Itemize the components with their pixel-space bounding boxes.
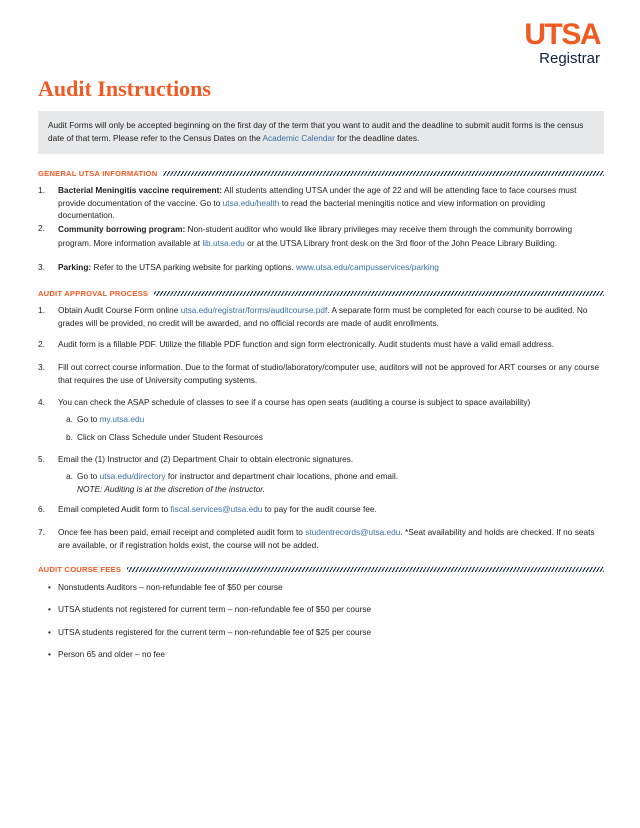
item-number: 1. bbox=[38, 185, 45, 195]
library-link[interactable]: lib.utsa.edu bbox=[202, 238, 245, 248]
fee-text: Person 65 and older – no fee bbox=[58, 649, 166, 659]
item-bold-label: Community borrowing program: bbox=[58, 224, 186, 234]
item-text-after: . *Seat availability and holds are checked. If no seats are available, or if registration holds exist, the course will not be added. bbox=[58, 527, 595, 550]
directory-link[interactable]: utsa.edu/directory bbox=[99, 471, 166, 481]
section-divider bbox=[154, 291, 604, 296]
item-text-before: Non-student auditor who would like library privileges may receive them through the community borrowing program. More information available at bbox=[58, 224, 573, 248]
fee-text: Nonstudents Auditors – non-refundable fee of $50 per course bbox=[58, 582, 283, 592]
intro-text-after: for the deadline dates. bbox=[334, 133, 420, 143]
item-text: Fill out correct course information. Due to the format of studio/laboratory/computer use, auditors will not be approved for ART courses or any course that requires the use of University computing systems. bbox=[58, 362, 600, 385]
student-records-email-link[interactable]: studentrecords@utsa.edu bbox=[305, 527, 401, 537]
section-heading-general bbox=[38, 167, 604, 179]
item-number: 7. bbox=[38, 527, 45, 537]
intro-text-before: Audit Forms will only be accepted beginning on the first day of the term that you want to audit and the deadline to submit audit forms is the census date of that term. Please refer to the Census Dates on the bbox=[48, 120, 584, 143]
logo-subtitle: Registrar bbox=[539, 50, 600, 67]
academic-calendar-link[interactable]: Academic Calendar bbox=[262, 133, 335, 143]
item-number: 5. bbox=[38, 454, 45, 464]
item-text bbox=[58, 503, 604, 516]
parking-link[interactable]: www.utsa.edu/campusservices/parking bbox=[295, 262, 439, 272]
utsa-registrar-logo bbox=[524, 20, 600, 67]
section-divider bbox=[163, 171, 604, 176]
audit-form-link[interactable]: utsa.edu/registrar/forms/auditcourse.pdf bbox=[180, 305, 328, 315]
instructor-discretion-note: NOTE: Auditing is at the discretion of the instructor. bbox=[77, 483, 265, 494]
bullet-icon: • bbox=[48, 582, 51, 592]
item-number: 3. bbox=[38, 362, 45, 372]
item-number: 6. bbox=[38, 504, 45, 514]
item-text bbox=[58, 304, 604, 329]
item-text bbox=[58, 184, 604, 222]
item-text-before: Refer to the UTSA parking website for parking options. bbox=[91, 262, 296, 272]
page-title: Audit Instructions bbox=[38, 76, 211, 101]
my-utsa-link[interactable]: my.utsa.edu bbox=[99, 414, 145, 424]
section-divider bbox=[127, 567, 604, 572]
section-heading-process bbox=[38, 287, 604, 299]
item-text-before: Email completed Audit form to bbox=[58, 504, 171, 514]
item-text: Email the (1) Instructor and (2) Department Chair to obtain electronic signatures. bbox=[58, 454, 354, 464]
fee-text: UTSA students not registered for current term – non-refundable fee of $50 per course bbox=[58, 604, 372, 614]
item-text-before: All students attending UTSA under the age of 22 and will be attending face to face courses must provide documentation of the vaccine. Go to bbox=[58, 185, 577, 208]
fiscal-services-email-link[interactable]: fiscal.services@utsa.edu bbox=[170, 504, 263, 514]
bullet-icon: • bbox=[48, 649, 51, 659]
sub-item-letter: a. bbox=[66, 471, 73, 481]
item-number: 1. bbox=[38, 305, 45, 315]
item-number: 3. bbox=[38, 262, 45, 272]
item-text bbox=[58, 261, 604, 274]
item-text: Audit form is a fillable PDF. Utilize the fillable PDF function and sign form electronically. Audit students must have a valid email address. bbox=[58, 339, 555, 349]
logo-mark: UTSA bbox=[524, 18, 600, 51]
item-text bbox=[58, 222, 604, 250]
sub-item-letter: b. bbox=[66, 432, 73, 442]
item-bold-label: Bacterial Meningitis vaccine requirement: bbox=[58, 185, 223, 195]
intro-box bbox=[38, 111, 604, 154]
sub-text-before: Go to bbox=[77, 471, 100, 481]
sub-item-text bbox=[77, 470, 583, 495]
item-text bbox=[58, 526, 604, 551]
item-text-after: . A separate form must be completed for each course to be audited. No grades will be provided, no credit will be awarded, and no official records are made of audit enrollments. bbox=[58, 305, 588, 328]
item-number: 2. bbox=[38, 339, 45, 349]
section-heading-label: GENERAL UTSA INFORMATION bbox=[38, 168, 158, 178]
sub-item-letter: a. bbox=[66, 414, 73, 424]
item-text-before: Obtain Audit Course Form online bbox=[58, 305, 181, 315]
sub-item-text: Click on Class Schedule under Student Resources bbox=[77, 432, 263, 442]
health-link[interactable]: utsa.edu/health bbox=[222, 197, 280, 208]
sub-text-after: for instructor and department chair locations, phone and email. bbox=[165, 471, 399, 481]
item-text-after: to pay for the audit course fee. bbox=[262, 504, 377, 514]
item-text: You can check the ASAP schedule of classes to see if a course has open seats (auditing a course is subject to space availability) bbox=[58, 397, 531, 407]
fee-text: UTSA students registered for the current term – non-refundable fee of $25 per course bbox=[58, 627, 372, 637]
item-text-after: to read the bacterial meningitis notice and view information on providing documentation. bbox=[58, 197, 546, 220]
sub-item-text bbox=[77, 413, 583, 426]
item-text-after: or at the UTSA Library front desk on the 3rd floor of the John Peace Library Building. bbox=[244, 238, 558, 248]
bullet-icon: • bbox=[48, 627, 51, 637]
section-heading-label: AUDIT APPROVAL PROCESS bbox=[38, 288, 149, 298]
item-number: 4. bbox=[38, 397, 45, 407]
section-heading-fees bbox=[38, 563, 604, 575]
item-text-before: Once fee has been paid, email receipt and completed audit form to bbox=[58, 527, 306, 537]
item-number: 2. bbox=[38, 223, 45, 233]
bullet-icon: • bbox=[48, 604, 51, 614]
section-heading-label: AUDIT COURSE FEES bbox=[38, 564, 122, 574]
sub-text-before: Go to bbox=[77, 414, 100, 424]
item-bold-label: Parking: bbox=[58, 262, 92, 272]
